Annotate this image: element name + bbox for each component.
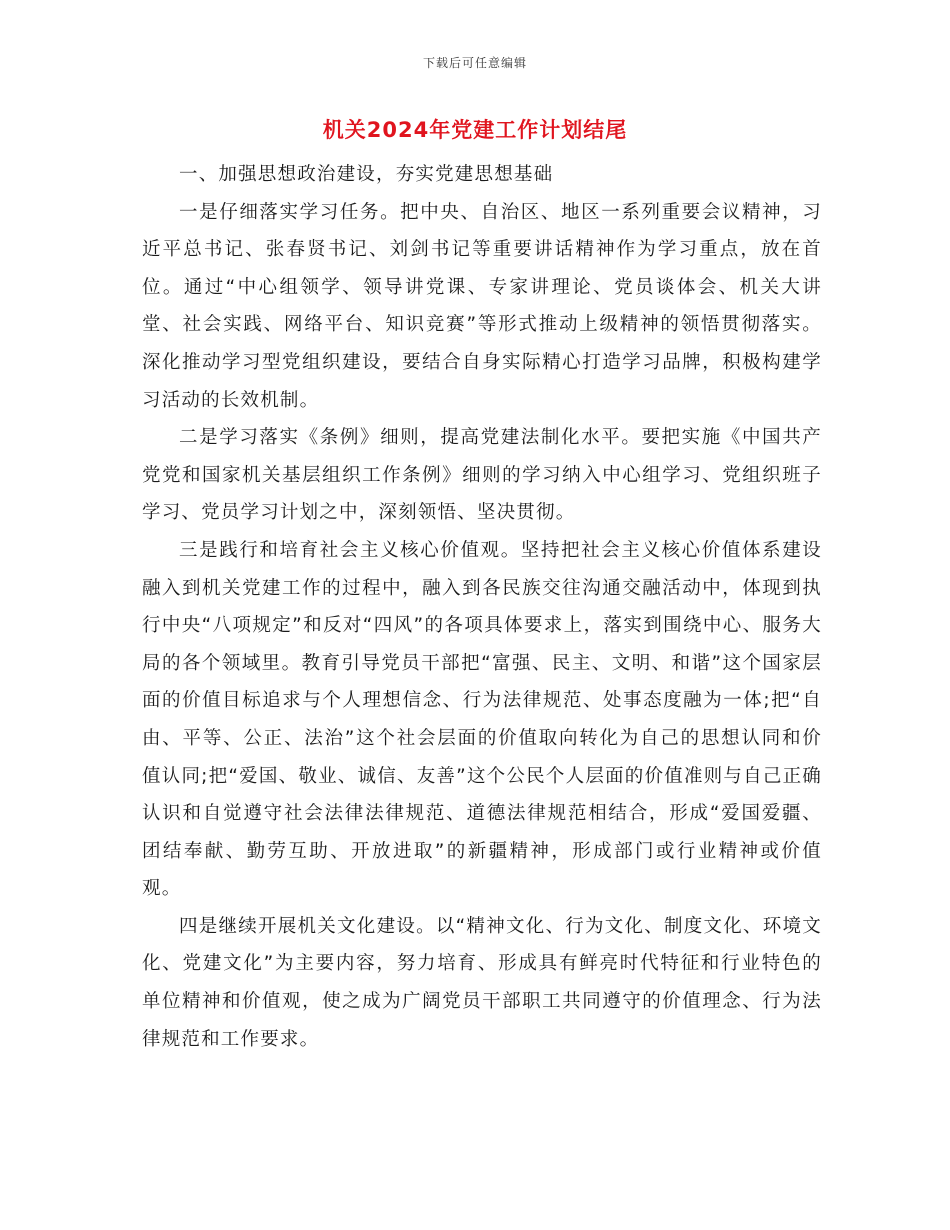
- paragraph-1: 一是仔细落实学习任务。把中央、自治区、地区一系列重要会议精神，习近平总书记、张春贤书记、刘剑书记等重要讲话精神作为学习重点，放在首位。通过“中心组领学、领导讲党课、专家讲理论、党员谈体会、机关大讲堂、社会实践、网络平台、知识竞赛”等形式推动上级精神的领悟贯彻落实。深化推动学习型党组织建设，要结合自身实际精心打造学习品牌，积极构建学习活动的长效机制。: [142, 201, 822, 411]
- section-heading: 一、加强思想政治建设，夯实党建思想基础: [179, 164, 554, 185]
- paragraph-3: 三是践行和培育社会主义核心价值观。坚持把社会主义核心价值体系建设融入到机关党建工作的过程中，融入到各民族交往沟通交融活动中，体现到执行中央“八项规定”和反对“四风”的各项具体要求上，落实到围绕中心、服务大局的各个领域里。教育引导党员干部把“富强、民主、文明、和谐”这个国家层面的价值目标追求与个人理想信念、行为法律规范、处事态度融为一体;把“自由、平等、公正、法治”这个社会层面的价值取向转化为自己的思想认同和价值认同;把“爱国、敬业、诚信、友善”这个公民个人层面的价值准则与自己正确认识和自觉遵守社会法律法律规范、道德法律规范相结合，形成“爱国爱疆、团结奉献、勤劳互助、开放进取”的新疆精神，形成部门或行业精神或价值观。: [142, 539, 822, 900]
- paragraph-4: 四是继续开展机关文化建设。以“精神文化、行为文化、制度文化、环境文化、党建文化”为主要内容，努力培育、形成具有鲜亮时代特征和行业特色的单位精神和价值观，使之成为广阔党员干部职工共同遵守的价值理念、行为法律规范和工作要求。: [142, 915, 822, 1050]
- header-note: 下载后可任意编辑: [422, 56, 527, 70]
- document-body: [142, 156, 822, 1058]
- paragraph-2: 二是学习落实《条例》细则，提高党建法制化水平。要把实施《中国共产党党和国家机关基层组织工作条例》细则的学习纳入中心组学习、党组织班子学习、党员学习计划之中，深刻领悟、坚决贯彻。: [142, 427, 822, 524]
- document-title: 机关2024年党建工作计划结尾: [322, 118, 628, 142]
